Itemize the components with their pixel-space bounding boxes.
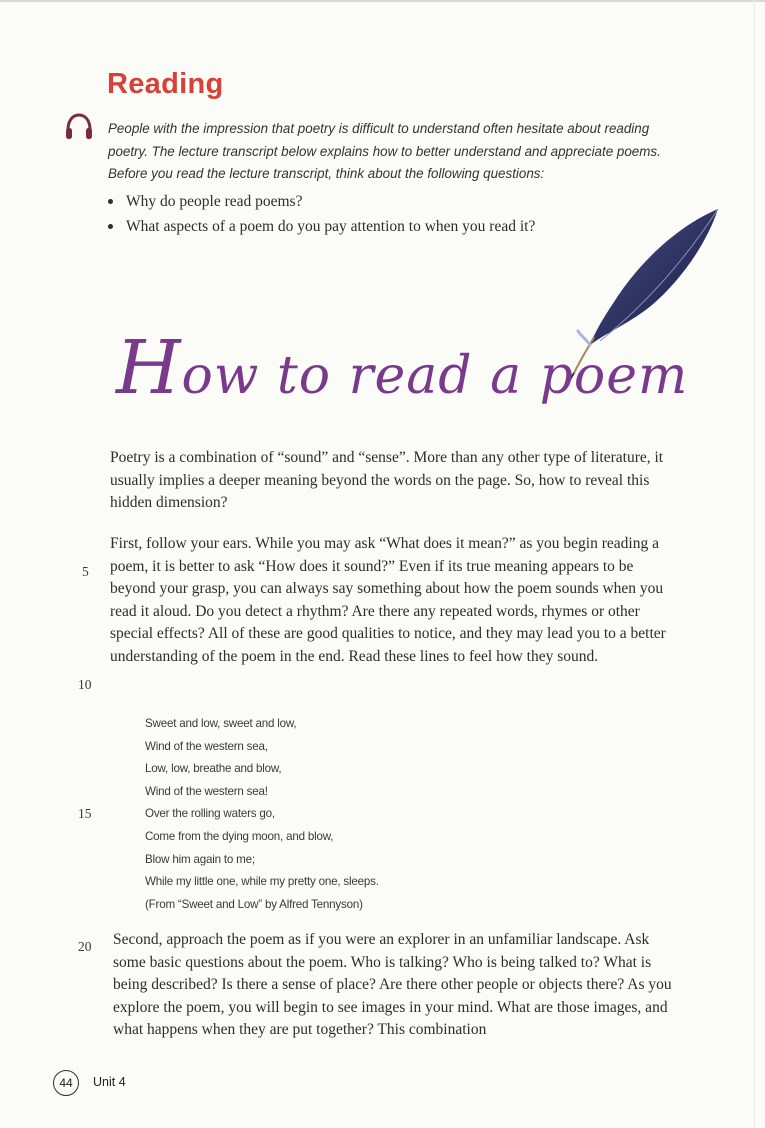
headphones-icon[interactable] bbox=[64, 112, 94, 144]
verse-line: While my little one, while my pretty one, sleeps. bbox=[145, 875, 379, 889]
verse-line: Blow him again to me; bbox=[145, 852, 255, 866]
question-item: What aspects of a poem do you pay attention to when you read it? bbox=[107, 214, 667, 239]
unit-label: Unit 4 bbox=[93, 1075, 126, 1089]
title-first-letter: H bbox=[116, 325, 182, 411]
question-item: Why do people read poems? bbox=[107, 189, 667, 214]
paragraph-3: Second, approach the poem as if you were an explorer in an unfamiliar landscape. Ask some basic questions about the poem. Who is talking? Who is being talked to? What is being described? Is there a sense of place? Are there other people or objects there? As you explore the poem, you will begin to see images in your mind. What are those images, and what happens when they are put together? This combination bbox=[113, 931, 672, 1039]
poem-title bbox=[116, 325, 688, 411]
title-rest: ow to read a poem bbox=[181, 346, 689, 406]
verse-line: Low, low, breathe and blow, bbox=[145, 762, 282, 776]
line-number: 5 bbox=[82, 564, 89, 579]
page-edge bbox=[0, 0, 765, 2]
line-number: 10 bbox=[78, 677, 92, 692]
verse-source: (From “Sweet and Low” by Alfred Tennyson) bbox=[145, 897, 363, 911]
line-number: 20 bbox=[78, 939, 92, 954]
verse-line: Over the rolling waters go, bbox=[145, 807, 275, 821]
section-heading: Reading bbox=[107, 68, 224, 100]
line-number: 15 bbox=[78, 806, 92, 821]
page-number: 44 bbox=[53, 1070, 79, 1096]
verse-line: Sweet and low, sweet and low, bbox=[145, 717, 297, 730]
paragraph-1: Poetry is a combination of “sound” and “sense”. More than any other type of literature, it usually implies a deeper meaning beyond the words on the page. So, how to reveal this hidden dimension? bbox=[110, 449, 664, 512]
verse-line: Wind of the western sea, bbox=[145, 739, 268, 753]
intro-text: People with the impression that poetry is difficult to understand often hesitate about reading poetry. The lecture transcript below explains how to better understand and appreciate poems. Before you read the lecture transcript, think about the following questions: bbox=[108, 121, 661, 181]
verse-line: Wind of the western sea! bbox=[145, 784, 268, 798]
page-edge-right bbox=[754, 0, 755, 1128]
verse-line: Come from the dying moon, and blow, bbox=[145, 829, 334, 843]
paragraph-2: First, follow your ears. While you may ask “What does it mean?” as you begin reading a poem, it is better to ask “How does it sound?” Even if its true meaning appears to be beyond your grasp, you can always say something about how the poem sounds when you read it aloud. Do you detect a rhythm? Are there any repeated words, rhymes or other special effects? All of these are good qualities to notice, and they may lead you to a better understanding of the poem in the end. Read these lines to feel how they sound. bbox=[110, 535, 666, 665]
verse-excerpt bbox=[145, 713, 379, 916]
